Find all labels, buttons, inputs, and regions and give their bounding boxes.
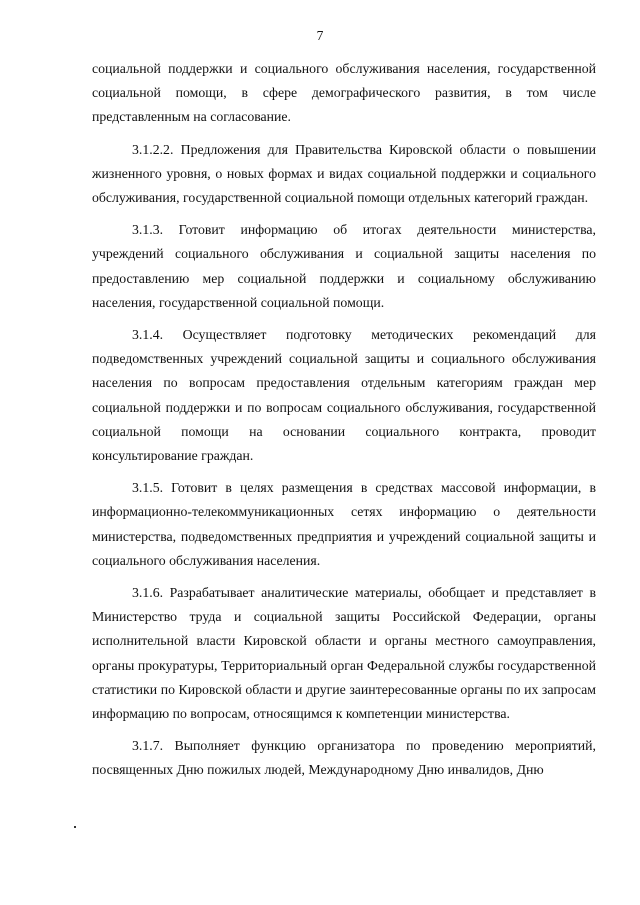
paragraph-3-1-3: 3.1.3. Готовит информацию об итогах деятельности министерства, учреждений социального обслуживания и социальной защиты населения по предоставлению мер социальной поддержки и социальному обслуживанию населения, государственной социальной помощи.: [92, 222, 596, 310]
paragraph-3-1-6: 3.1.6. Разрабатывает аналитические материалы, обобщает и представляет в Министерство труда и социальной защиты Российской Федерации, органы исполнительной власти Кировской области и органы местного самоуправления, органы прокуратуры, Территориальный орган Федеральной службы государственной статистики по Кировской области и другие заинтересованные органы по их запросам информацию по вопросам, относящимся к компетенции министерства.: [92, 585, 596, 722]
page-number: 7: [316, 28, 324, 43]
paragraph-3-1-2-2: 3.1.2.2. Предложения для Правительства Кировской области о повышении жизненного уровня, о новых формах и видах социальной поддержки и социального обслуживания, государственной социальной помощи отдельных категорий граждан.: [92, 141, 596, 206]
paragraph-3-1-4: 3.1.4. Осуществляет подготовку методических рекомендаций для подведомственных учреждений социальной защиты и социального обслуживания населения по вопросам предоставления отдельным категориям граждан мер социальной поддержки и по вопросам социального обслуживания, государственной социальной помощи на основании социального контракта, проводит консультирование граждан.: [92, 327, 596, 464]
paragraph-3-1-5: 3.1.5. Готовит в целях размещения в средствах массовой информации, в информационно-телекоммуникационных сетях информацию о деятельности министерства, подведомственных предприятия и учреждений социальной защиты и социального обслуживания населения.: [92, 480, 596, 568]
paragraph-3-1-7: 3.1.7. Выполняет функцию организатора по проведению мероприятий, посвященных Дню пожилых людей, Международному Дню инвалидов, Дню: [92, 738, 596, 778]
scan-dot-mark: [74, 826, 76, 828]
paragraph-continuation: социальной поддержки и социального обслуживания населения, государственной социальной помощи, в сфере демографического развития, в том числе представленным на согласование.: [92, 61, 596, 125]
document-body: [92, 57, 596, 791]
